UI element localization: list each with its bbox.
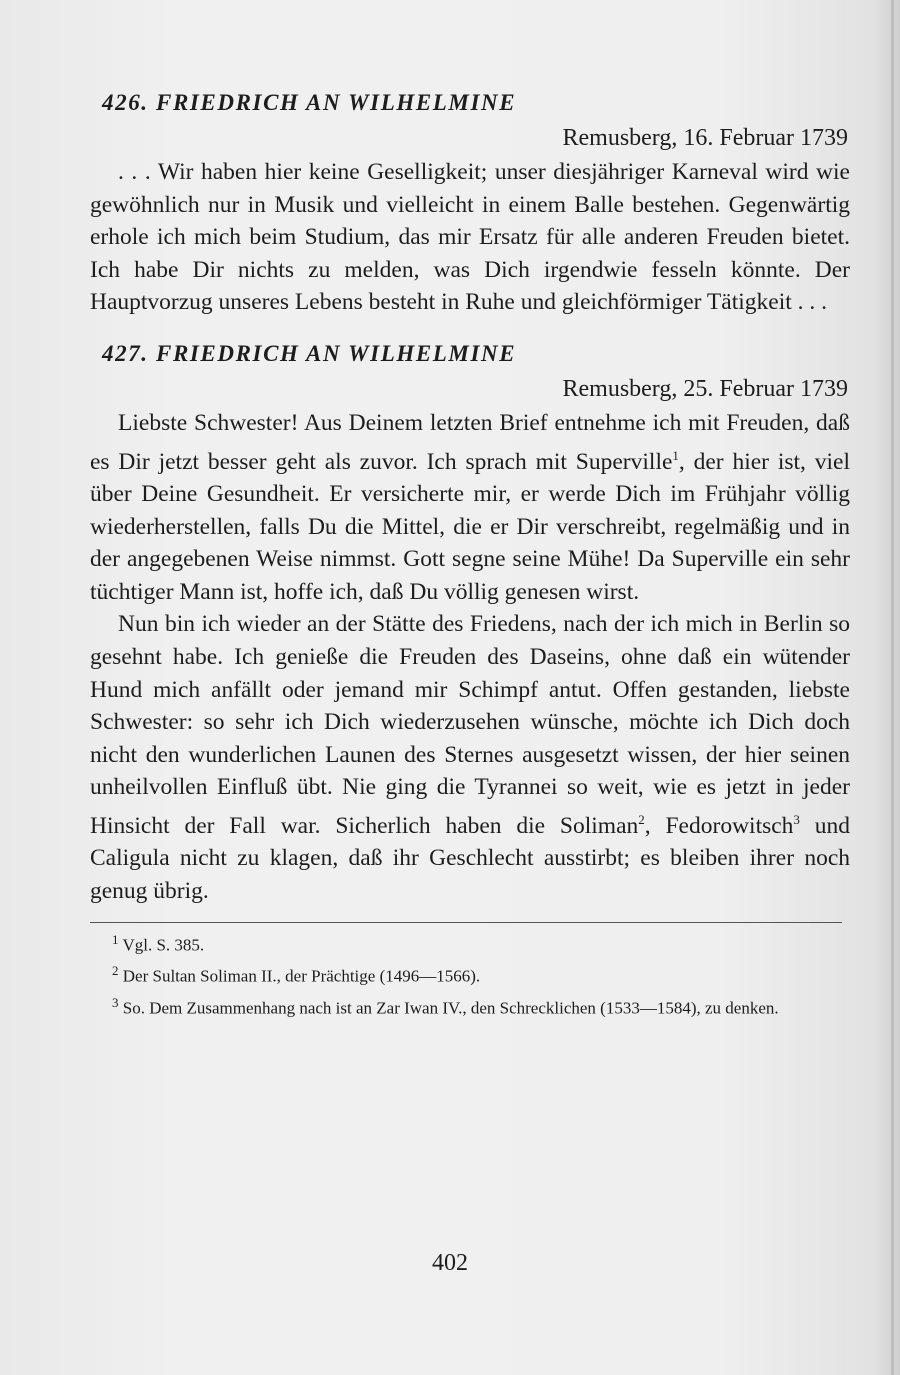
letter-427	[90, 339, 850, 908]
footnote	[90, 927, 850, 959]
footnote-mark: 2	[112, 963, 119, 979]
footnote-text: So. Dem Zusammenhang nach ist an Zar Iwan IV., den Schrecklichen (1533—1584), zu denken.	[122, 998, 779, 1018]
letter-426	[90, 88, 850, 319]
footnote-text: Vgl. S. 385.	[122, 935, 205, 955]
footnote	[90, 958, 850, 990]
paragraph-text: , Fedorowitsch	[644, 812, 794, 839]
letter-title: 426. FRIEDRICH AN WILHELMINE	[102, 90, 517, 115]
footnote-ref[interactable]: 3	[793, 811, 800, 827]
page-edge-shadow	[891, 0, 894, 1375]
footnote	[90, 990, 850, 1022]
letter-paragraph	[90, 407, 850, 608]
letter-date: Remusberg, 16. Februar 1739	[562, 125, 848, 151]
page-content	[90, 88, 850, 1022]
letter-date: Remusberg, 25. Februar 1739	[562, 375, 848, 402]
letter-paragraph	[90, 608, 850, 907]
letter-title: 427. FRIEDRICH AN WILHELMINE	[102, 340, 517, 366]
footnotes	[90, 927, 850, 1022]
letter-paragraph: . . . Wir haben hier keine Geselligkeit; unser diesjähriger Karneval wird wie gewöhnlich nur in Musik und vielleicht in einem Balle bestehen. Gegenwärtig erhole ich mich beim Studium, das mir Ersatz für alle anderen Freuden bietet. Ich habe Dir nichts zu melden, was Dich irgendwie fesseln könnte. Der Hauptvorzug unseres Lebens besteht in Ruhe und gleichförmiger Tätigkeit . . .	[90, 159, 850, 316]
footnote-text: Der Sultan Soliman II., der Prächtige (1496—1566).	[122, 966, 481, 986]
footnote-ref[interactable]: 2	[638, 811, 645, 827]
page-number: 402	[432, 1250, 468, 1276]
paragraph-text: und Caligula nicht zu klagen, daß ihr Geschlecht ausstirbt; es bleiben ihrer noch genug übrig.	[90, 812, 851, 904]
footnote-mark: 3	[112, 994, 119, 1010]
paragraph-text: Liebste Schwester! Aus Deinem letzten Brief entnehme ich mit Freuden, daß es Dir jetzt besser geht als zuvor. Ich sprach mit Superville	[90, 409, 850, 475]
paragraph-text: Nun bin ich wieder an der Stätte des Friedens, nach der ich mich in Berlin so gesehnt habe. Ich genieße die Freuden des Daseins, ohne daß ein wütender Hund mich anfällt oder jemand mir Schimpf antut. Offen gestanden, liebste Schwester: so sehr ich Dich wiederzusehen wünsche, möchte ich Dich doch nicht den wunderlichen Launen des Sternes ausgesetzt wissen, der hier seinen unheilvollen Einfluß übt. Nie ging die Tyrannei so weit, wie es jetzt in jeder Hinsicht der Fall war. Sicherlich haben die Soliman	[90, 611, 850, 839]
footnote-ref[interactable]: 1	[672, 447, 679, 463]
footnote-mark: 1	[112, 931, 119, 947]
paragraph-text: , der hier ist, viel über Deine Gesundheit. Er versicherte mir, er werde Dich im Frühjahr völlig wiederherstellen, falls Du die Mittel, die er Dir verschreibt, regelmäßig und in der angegebenen Weise nimmst. Gott segne seine Mühe! Da Superville ein sehr tüchtiger Mann ist, hoffe ich, daß Du völlig genesen wirst.	[90, 448, 851, 605]
footnote-divider	[90, 922, 842, 923]
